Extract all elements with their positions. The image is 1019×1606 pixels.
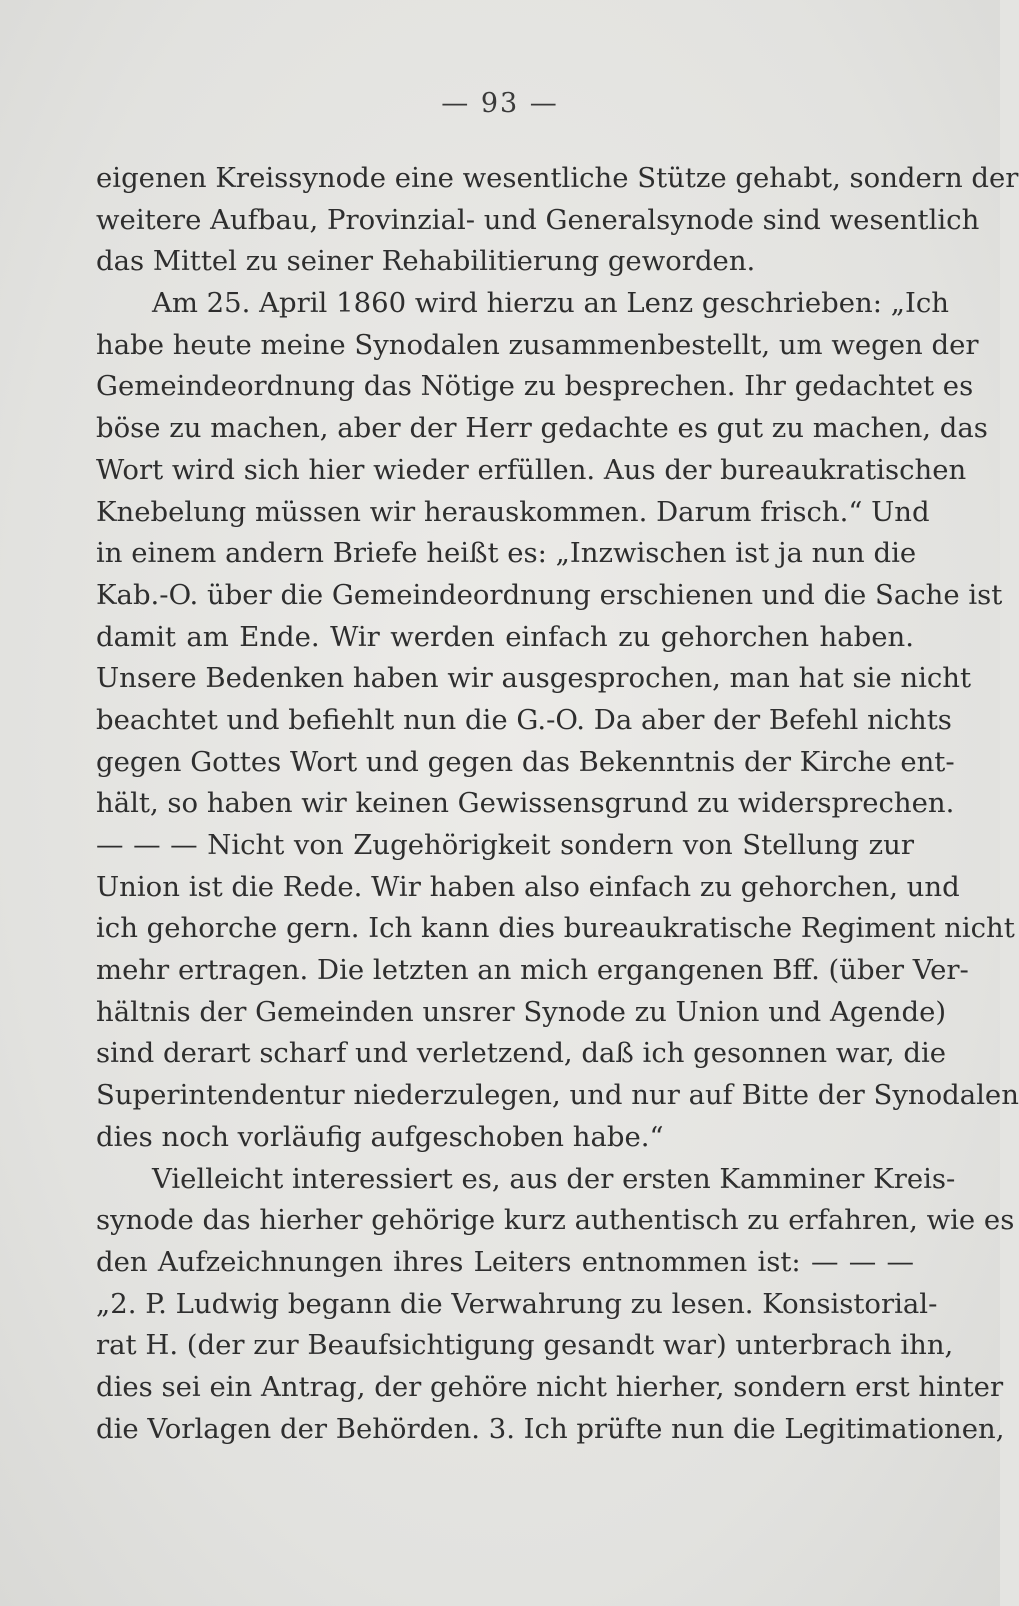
text-line: dies noch vorläufig aufgeschoben habe.“: [96, 1120, 664, 1153]
text-line: gegen Gottes Wort und gegen das Bekenntnis der Kirche ent-: [96, 745, 955, 778]
text-line: Knebelung müssen wir herauskommen. Darum frisch.“ Und: [96, 495, 930, 528]
text-line: synode das hierher gehörige kurz authentisch zu erfahren, wie es: [96, 1204, 1015, 1237]
text-line: Union ist die Rede. Wir haben also einfach zu gehorchen, und: [96, 870, 960, 903]
text-line: Am 25. April 1860 wird hierzu an Lenz geschrieben: „Ich: [152, 287, 949, 320]
text-line: — — — Nicht von Zugehörigkeit sondern von Stellung zur: [96, 829, 914, 861]
text-line: dies sei ein Antrag, der gehöre nicht hierher, sondern erst hinter: [96, 1370, 1004, 1403]
text-line: hältnis der Gemeinden unsrer Synode zu Union und Agende): [96, 995, 947, 1028]
text-line: ich gehorche gern. Ich kann dies bureaukratische Regiment nicht: [96, 912, 1015, 945]
text-line: habe heute meine Synodalen zusammenbestellt, um wegen der: [96, 328, 979, 361]
text-line: in einem andern Briefe heißt es: „Inzwischen ist ja nun die: [96, 537, 917, 570]
text-line: Wort wird sich hier wieder erfüllen. Aus der bureaukratischen: [96, 453, 967, 486]
text-line: weitere Aufbau, Provinzial- und Generalsynode sind wesentlich: [96, 203, 980, 236]
text-line: eigenen Kreissynode eine wesentliche Stütze gehabt, sondern der: [96, 162, 1019, 194]
text-line: hält, so haben wir keinen Gewissensgrund zu widersprechen.: [96, 787, 955, 820]
text-line: die Vorlagen der Behörden. 3. Ich prüfte nun die Legitimationen,: [96, 1412, 1005, 1445]
text-line: Unsere Bedenken haben wir ausgesprochen, man hat sie nicht: [96, 662, 972, 695]
text-line: rat H. (der zur Beaufsichtigung gesandt war) unterbrach ihn,: [96, 1329, 954, 1362]
text-line: Vielleicht interessiert es, aus der ersten Kamminer Kreis-: [152, 1162, 956, 1195]
text-line: das Mittel zu seiner Rehabilitierung geworden.: [96, 245, 756, 278]
text-line: damit am Ende. Wir werden einfach zu gehorchen haben.: [96, 620, 914, 653]
text-line: sind derart scharf und verletzend, daß ich gesonnen war, die: [96, 1037, 947, 1070]
body-text: [96, 158, 1019, 1450]
text-line: den Aufzeichnungen ihres Leiters entnommen ist: — — —: [96, 1245, 914, 1278]
text-line: mehr ertragen. Die letzten an mich ergangenen Bff. (über Ver-: [96, 954, 969, 987]
text-line: „2. P. Ludwig begann die Verwahrung zu lesen. Konsistorial-: [96, 1287, 938, 1320]
text-line: beachtet und befiehlt nun die G.-O. Da aber der Befehl nichts: [96, 703, 952, 736]
text-line: Gemeindeordnung das Nötige zu besprechen. Ihr gedachtet es: [96, 370, 974, 403]
text-line: Superintendentur niederzulegen, und nur auf Bitte der Synodalen: [96, 1079, 1019, 1112]
text-line: Kab.-O. über die Gemeindeordnung erschienen und die Sache ist: [96, 578, 1003, 611]
text-line: böse zu machen, aber der Herr gedachte es gut zu machen, das: [96, 412, 988, 445]
page-number: — 93 —: [441, 88, 559, 119]
